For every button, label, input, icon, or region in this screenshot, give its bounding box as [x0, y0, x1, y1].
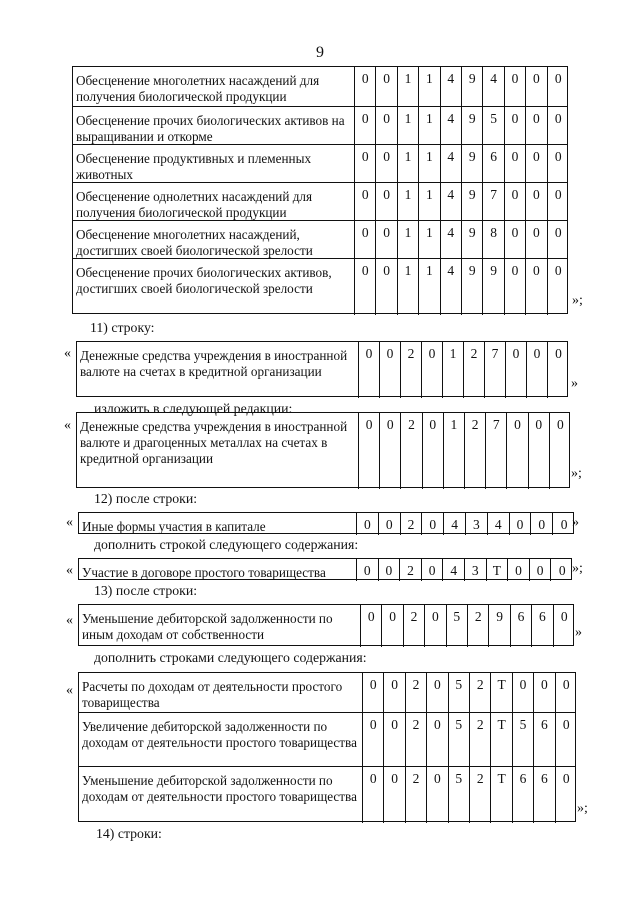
row-label: Обесценение прочих биологических активов, достигших своей биологической зрелости: [73, 259, 355, 315]
amendment-instruction: 11) строку:: [90, 320, 155, 335]
closing-quote: »;: [572, 561, 583, 576]
code-digit-cell: 0: [526, 107, 547, 144]
code-digit-cell: 5: [447, 605, 468, 647]
table-row: [79, 767, 575, 823]
account-code-table: [78, 512, 574, 534]
code-digit-cell: 0: [379, 559, 401, 581]
table-row: [79, 605, 573, 647]
code-digit-cell: 4: [443, 559, 465, 581]
code-digit-cell: 0: [359, 413, 380, 489]
closing-quote: »: [572, 515, 579, 530]
code-digit-cell: 0: [558, 563, 566, 578]
row-label: Участие в договоре простого товарищества: [79, 559, 357, 581]
code-digit-cell: 0: [376, 107, 397, 144]
code-digit-cell: 9: [462, 107, 483, 144]
code-digit-cell: 1: [444, 413, 465, 489]
code-digit-cell: 2: [406, 767, 427, 823]
account-code-table: [76, 341, 568, 397]
code-digit-cell: 5: [449, 673, 470, 712]
code-digit-cell: 7: [486, 413, 507, 489]
row-label: Уменьшение дебиторской задолженности по иным доходам от собственности: [79, 605, 361, 647]
code-digit-cell: 5: [449, 713, 470, 766]
code-digit-cell: 6: [534, 713, 555, 766]
code-digit-cell: 0: [382, 605, 403, 647]
code-digit-cell: 0: [554, 71, 562, 86]
account-code-table: [78, 604, 574, 646]
code-digit-cell: 9: [462, 145, 483, 182]
code-digit-cell: 9: [462, 221, 483, 258]
account-code-table: [78, 558, 572, 580]
code-digit-cell: 0: [380, 413, 401, 489]
code-digit-cell: 0: [554, 225, 562, 240]
code-digit-cell: 9: [462, 67, 483, 106]
code-digit-cell: 0: [427, 713, 448, 766]
code-digit-cell: 0: [363, 713, 384, 766]
code-digit-cell: 2: [464, 342, 485, 398]
row-label: Иные формы участия в капитале: [79, 513, 357, 535]
table-row: [73, 183, 567, 221]
code-digit-cell: 0: [505, 221, 526, 258]
code-digit-cell: 0: [562, 771, 570, 786]
row-label: Обесценение прочих биологических активов на выращивании и откорме: [73, 107, 355, 144]
code-digit-cell: 1: [398, 221, 419, 258]
code-digit-cell: 0: [427, 673, 448, 712]
code-digit-cell: 2: [406, 713, 427, 766]
code-digit-cell: 1: [443, 342, 464, 398]
code-digit-cell: 1: [419, 183, 440, 220]
amendment-instruction: 13) после строки:: [94, 583, 198, 598]
table-row: [79, 713, 575, 767]
code-digit-cell: 0: [376, 221, 397, 258]
code-digit-cell: 0: [422, 513, 444, 535]
code-digit-cell: 0: [363, 673, 384, 712]
code-digit-cell: 0: [534, 673, 555, 712]
opening-quote: «: [66, 613, 73, 628]
code-digit-cell: 6: [483, 145, 504, 182]
code-digit-cell: 7: [483, 183, 504, 220]
code-digit-cell: 0: [507, 413, 528, 489]
code-digit-cell: 5: [483, 107, 504, 144]
amendment-instruction: изложить в следующей редакции:: [94, 401, 293, 416]
code-digit-cell: 1: [419, 259, 440, 315]
code-digit-cell: 0: [505, 67, 526, 106]
table-row: [77, 413, 569, 489]
code-digit-cell: 0: [527, 342, 548, 398]
row-label: Денежные средства учреждения в иностранной валюте на счетах в кредитной организации: [77, 342, 359, 398]
code-digit-cell: 0: [357, 559, 379, 581]
code-digit-cell: 0: [555, 346, 562, 361]
amendment-instruction: 12) после строки:: [94, 491, 198, 506]
code-digit-cell: 0: [526, 67, 547, 106]
code-digit-cell: Т: [491, 713, 512, 766]
code-digit-cell: 0: [355, 145, 376, 182]
code-digit-cell: 0: [554, 149, 562, 164]
code-digit-cell: 0: [505, 183, 526, 220]
code-digit-cell: 2: [470, 767, 491, 823]
amendment-instruction: 14) строки:: [96, 826, 162, 841]
row-label: Обесценение однолетних насаждений для получения биологической продукции: [73, 183, 355, 220]
code-digit-cell: 4: [441, 145, 462, 182]
row-label: Увеличение дебиторской задолженности по доходам от деятельности простого товарищества: [79, 713, 363, 766]
code-digit-cell: 9: [462, 183, 483, 220]
code-digit-cell: 1: [398, 67, 419, 106]
code-digit-cell: 0: [380, 342, 401, 398]
code-digit-cell: 2: [406, 673, 427, 712]
table-row: [73, 259, 567, 315]
table-row: [73, 145, 567, 183]
code-digit-cell: 0: [376, 145, 397, 182]
code-digit-cell: 0: [557, 417, 564, 432]
code-digit-cell: 0: [506, 342, 527, 398]
code-digit-cell: 9: [489, 605, 510, 647]
closing-quote: »: [575, 625, 582, 640]
code-digit-cell: 0: [422, 559, 444, 581]
opening-quote: «: [64, 346, 71, 361]
account-code-table: [78, 672, 576, 822]
code-digit-cell: 0: [531, 513, 553, 535]
code-digit-cell: 0: [505, 145, 526, 182]
code-digit-cell: 0: [423, 413, 444, 489]
opening-quote: «: [66, 515, 73, 530]
code-digit-cell: 1: [398, 259, 419, 315]
code-digit-cell: 0: [361, 605, 382, 647]
code-digit-cell: 0: [526, 183, 547, 220]
table-row: [77, 342, 567, 398]
code-digit-cell: 4: [441, 259, 462, 315]
code-digit-cell: 2: [470, 713, 491, 766]
row-label: Обесценение многолетних насаждений, достигших своей биологической зрелости: [73, 221, 355, 258]
closing-quote: »;: [572, 293, 583, 308]
amendment-instruction: дополнить строками следующего содержания:: [94, 650, 367, 665]
closing-quote: »;: [571, 466, 582, 481]
code-digit-cell: 0: [505, 259, 526, 315]
code-digit-cell: 6: [534, 767, 555, 823]
code-digit-cell: Т: [487, 559, 509, 581]
code-digit-cell: 0: [530, 559, 552, 581]
opening-quote: «: [66, 683, 73, 698]
code-digit-cell: 0: [357, 513, 379, 535]
code-digit-cell: 0: [526, 259, 547, 315]
code-digit-cell: 2: [404, 605, 425, 647]
table-row: [73, 67, 567, 107]
code-digit-cell: 2: [401, 513, 423, 535]
closing-quote: »;: [577, 801, 588, 816]
code-digit-cell: 1: [419, 145, 440, 182]
code-digit-cell: 0: [526, 221, 547, 258]
code-digit-cell: Т: [491, 673, 512, 712]
code-digit-cell: 6: [513, 767, 534, 823]
row-label: Уменьшение дебиторской задолженности по доходам от деятельности простого товарищества: [79, 767, 363, 823]
table-row: [73, 221, 567, 259]
code-digit-cell: 0: [376, 259, 397, 315]
row-label: Расчеты по доходам от деятельности простого товарищества: [79, 673, 363, 712]
closing-quote: »: [571, 376, 578, 391]
code-digit-cell: 2: [468, 605, 489, 647]
table-row: [79, 513, 573, 535]
table-row: [73, 107, 567, 145]
code-digit-cell: 0: [554, 111, 562, 126]
code-digit-cell: 2: [401, 342, 422, 398]
opening-quote: «: [66, 563, 73, 578]
code-digit-cell: Т: [491, 767, 512, 823]
code-digit-cell: 0: [560, 609, 568, 624]
code-digit-cell: 5: [513, 713, 534, 766]
code-digit-cell: 3: [465, 559, 487, 581]
code-digit-cell: 0: [422, 342, 443, 398]
code-digit-cell: 7: [485, 342, 506, 398]
code-digit-cell: 0: [355, 259, 376, 315]
code-digit-cell: 6: [511, 605, 532, 647]
code-digit-cell: 0: [526, 145, 547, 182]
code-digit-cell: 2: [400, 559, 422, 581]
code-digit-cell: 0: [355, 183, 376, 220]
code-digit-cell: 2: [401, 413, 422, 489]
code-digit-cell: 0: [510, 513, 532, 535]
code-digit-cell: 0: [508, 559, 530, 581]
code-digit-cell: 0: [529, 413, 550, 489]
code-digit-cell: 0: [425, 605, 446, 647]
code-digit-cell: 2: [465, 413, 486, 489]
code-digit-cell: 0: [384, 767, 405, 823]
code-digit-cell: 0: [376, 183, 397, 220]
opening-quote: «: [64, 418, 71, 433]
code-digit-cell: 3: [466, 513, 488, 535]
code-digit-cell: 8: [483, 221, 504, 258]
code-digit-cell: 0: [562, 677, 570, 692]
table-row: [79, 673, 575, 713]
code-digit-cell: 0: [513, 673, 534, 712]
code-digit-cell: 1: [398, 107, 419, 144]
code-digit-cell: 0: [359, 342, 380, 398]
code-digit-cell: 0: [355, 221, 376, 258]
code-digit-cell: 0: [560, 517, 568, 532]
code-digit-cell: 4: [488, 513, 510, 535]
code-digit-cell: 1: [419, 67, 440, 106]
code-digit-cell: 0: [427, 767, 448, 823]
code-digit-cell: 0: [562, 717, 570, 732]
code-digit-cell: 2: [470, 673, 491, 712]
code-digit-cell: 0: [384, 713, 405, 766]
account-code-table: [72, 66, 568, 314]
table-row: [79, 559, 571, 581]
code-digit-cell: 9: [462, 259, 483, 315]
code-digit-cell: 1: [419, 221, 440, 258]
row-label: Денежные средства учреждения в иностранной валюте и драгоценных металлах на счетах в кредитной организации: [77, 413, 359, 489]
code-digit-cell: 4: [444, 513, 466, 535]
code-digit-cell: 4: [441, 221, 462, 258]
code-digit-cell: 0: [376, 67, 397, 106]
amendment-instruction: дополнить строкой следующего содержания:: [94, 537, 359, 552]
code-digit-cell: 4: [441, 107, 462, 144]
code-digit-cell: 0: [379, 513, 401, 535]
account-code-table: [76, 412, 570, 488]
code-digit-cell: 5: [449, 767, 470, 823]
row-label: Обесценение продуктивных и племенных животных: [73, 145, 355, 182]
row-label: Обесценение многолетних насаждений для получения биологической продукции: [73, 67, 355, 106]
code-digit-cell: 1: [398, 183, 419, 220]
code-digit-cell: 4: [483, 67, 504, 106]
code-digit-cell: 0: [554, 187, 562, 202]
code-digit-cell: 1: [419, 107, 440, 144]
code-digit-cell: 9: [483, 259, 504, 315]
code-digit-cell: 4: [441, 67, 462, 106]
code-digit-cell: 0: [384, 673, 405, 712]
code-digit-cell: 0: [554, 263, 562, 278]
code-digit-cell: 1: [398, 145, 419, 182]
code-digit-cell: 0: [505, 107, 526, 144]
code-digit-cell: 0: [355, 67, 376, 106]
code-digit-cell: 4: [441, 183, 462, 220]
page-number: 9: [316, 44, 324, 61]
code-digit-cell: 0: [363, 767, 384, 823]
code-digit-cell: 6: [532, 605, 553, 647]
code-digit-cell: 0: [355, 107, 376, 144]
